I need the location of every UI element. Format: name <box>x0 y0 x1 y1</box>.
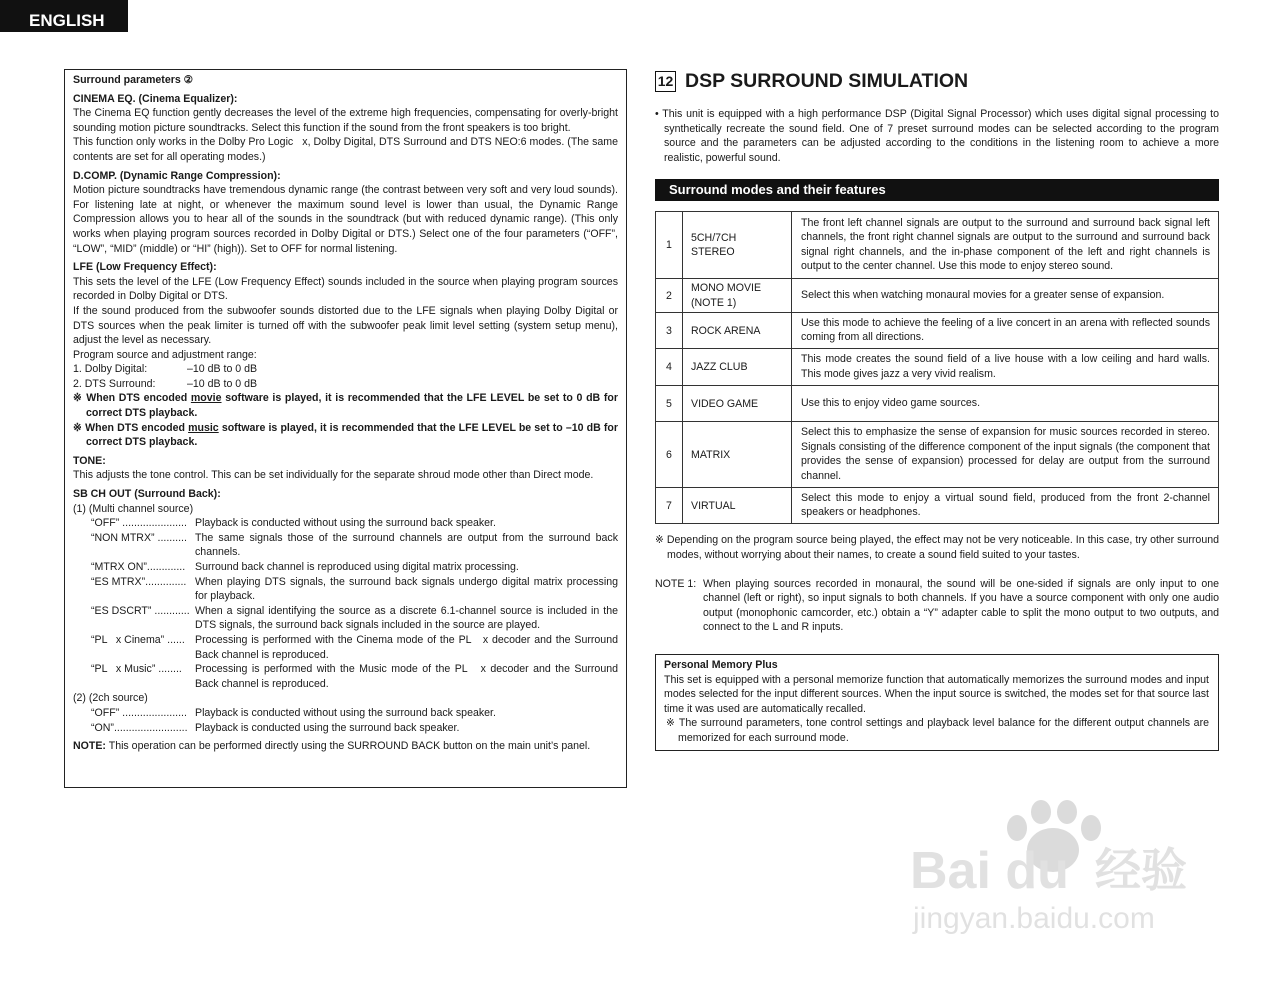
mode-name: JAZZ CLUB <box>683 349 792 386</box>
lfe-heading: LFE (Low Frequency Effect): <box>73 261 217 274</box>
mode-name: VIRTUAL <box>683 488 792 524</box>
language-tab: ENGLISH <box>0 0 128 32</box>
tone-heading: TONE: <box>73 454 106 467</box>
section-heading: DSP SURROUND SIMULATION <box>685 69 969 92</box>
mode-name: 5CH/7CH STEREO <box>683 212 792 279</box>
pmp-note: ※ The surround parameters, tone control settings and playback level balance for the different output channels are memorized for each surround mode. <box>666 717 1209 744</box>
section-title <box>655 69 1219 93</box>
lfe-range-row: 1. Dolby Digital: –10 dB to 0 dB <box>73 363 258 376</box>
intro-paragraph: • This unit is equipped with a high performance DSP (Digital Signal Processor) which uses digital signal processing to synthetically recreate the sound field. One of 7 preset surround modes can be selected according to the program source and the parameters can be adjusted according to the conditions in the listening room to achieve a more realistic, powerful sound. <box>655 108 1219 164</box>
pmp-text: This set is equipped with a personal memorize function that automatically memorizes the surround modes and input modes selected for the input different sources. When the input source is switched, the modes set for that source last time it was used are automatically recalled. <box>664 673 1209 715</box>
box-title: Surround parameters ② <box>73 74 194 86</box>
cinema-eq-heading: CINEMA EQ. (Cinema Equalizer): <box>73 92 238 105</box>
sbch-option: “PL x Cinema” ...... Processing is performed with the Cinema mode of the PL x decoder and the Surround Back channel is reproduced. <box>91 633 618 661</box>
sbch-option: “OFF” ...................... Playback is conducted without using the surround back speaker. <box>91 517 496 530</box>
modes-table <box>655 211 1219 524</box>
cinema-eq-text-2: This function only works in the Dolby Pro Logic x, Dolby Digital, DTS Surround and DTS NEO:6 modes. (The same contents are set for all operating modes.) <box>73 136 618 163</box>
lfe-range-label: Program source and adjustment range: <box>73 348 257 361</box>
svg-text:jingyan.baidu.com: jingyan.baidu.com <box>913 902 1155 935</box>
table-row: 1 5CH/7CH STEREO The front left channel signals are output to the surround and surround back signal left channels, the front right channel signals are output to the surround and surround back signal right channels, and the in-phase component of the left and right channels is output to the center channel. Use this mode to enjoy stereo sound. <box>656 212 1219 279</box>
surround-parameters-box <box>64 69 627 788</box>
lfe-music-note: ※ When DTS encoded music software is played, it is recommended that the LFE LEVEL be set to –10 dB for correct DTS playback. <box>73 421 618 449</box>
table-row: 4 JAZZ CLUB This mode creates the sound field of a live house with a low ceiling and hard walls. This mode gives jazz a very vivid realism. <box>656 349 1219 386</box>
modes-band-title: Surround modes and their features <box>655 179 1219 201</box>
lfe-text-2: If the sound produced from the subwoofer sounds distorted due to the LFE signals when playing Dolby Digital or DTS sources when the peak limiter is turned off with the subwoofer peak limit level setting (system setup menu), adjust the level as necessary. <box>73 304 618 347</box>
sbch-option: “ON”......................... Playback is conducted using the surround back speaker. <box>91 721 460 734</box>
sbch-option: “NON MTRX” .......... The same signals those of the surround channels are output from the surround back channels. <box>91 531 618 559</box>
mode-name: ROCK ARENA <box>683 313 792 349</box>
lfe-range-row: 2. DTS Surround: –10 dB to 0 dB <box>73 377 258 390</box>
table-row: 6 MATRIX Select this to emphasize the sense of expansion for music sources recorded in stereo. Signals consisting of the difference component of the input signals (the component that provides the sense of expansion) processed for delay are output from the surround channel. <box>656 422 1219 488</box>
pmp-heading: Personal Memory Plus <box>664 658 778 671</box>
svg-text:经验: 经验 <box>1095 843 1187 897</box>
lfe-text: This sets the level of the LFE (Low Frequency Effect) sounds included in the source when playing program sources recorded in Dolby Digital or DTS. <box>73 275 618 303</box>
sbch-option: “PL x Music” ........ Processing is performed with the Music mode of the PL x decoder and the Surround Back channel is reproduced. <box>91 663 618 690</box>
sbch-option: “ES DSCRT” ............ When a signal identifying the source as a discrete 6.1-channel source is included in the DTS signals, the surround back signals included in the source are played. <box>91 604 618 632</box>
sbch-option: “ES MTRX”.............. When playing DTS signals, the surround back signals undergo digital matrix processing for playback. <box>91 575 618 603</box>
svg-text:Bai du: Bai du <box>910 842 1069 900</box>
personal-memory-plus-box <box>655 654 1219 751</box>
sbch-2ch-label: (2) (2ch source) <box>73 692 148 705</box>
table-row: 5 VIDEO GAME Use this to enjoy video game sources. <box>656 386 1219 422</box>
note-1: NOTE 1: When playing sources recorded in monaural, the sound will be one-sided if signals are only input to one channel (left or right), so input signals to both channels. If you have a source component with only one audio output (monophonic camcorder, etc.) obtain a “Y” adapter cable to split the mono output to two outputs, and connect to the L and R inputs. <box>655 577 1219 634</box>
dcomp-text: Motion picture soundtracks have tremendous dynamic range (the contrast between very soft and very loud sounds). For listening late at night, or whenever the maximum sound level is lower than usual, the Dynamic Range Compression allows you to hear all of the sounds in the soundtrack (but with reduced dynamic range). (This only works when playing program sources recorded in Dolby Digital or DTS.) Select one of the four parameters (“OFF”, “LOW”, “MID” (middle) or “HI” (high)). Set to OFF for normal listening. <box>73 184 618 255</box>
section-number: 12 <box>655 71 676 92</box>
effect-footnote: ※ Depending on the program source being played, the effect may not be very noticeable. In this case, try other surround modes, without worrying about their names, to create a sound field suited to your tastes. <box>655 534 1219 561</box>
table-row: 2 MONO MOVIE (NOTE 1) Select this when watching monaural movies for a greater sense of expansion. <box>656 279 1219 313</box>
lfe-movie-note: ※ When DTS encoded movie software is played, it is recommended that the LFE LEVEL be set to 0 dB for correct DTS playback. <box>73 392 618 420</box>
sbch-option: “MTRX ON”............. Surround back channel is reproduced using digital matrix processing. <box>91 561 519 573</box>
table-row: 7 VIRTUAL Select this mode to enjoy a virtual sound field, produced from the front 2-channel speakers or headphones. <box>656 488 1219 524</box>
baidu-jingyan-watermark <box>905 800 1225 940</box>
dsp-section <box>655 69 1219 751</box>
tone-text: This adjusts the tone control. This can be set individually for the separate shroud mode other than Direct mode. <box>73 469 594 482</box>
mode-name: VIDEO GAME <box>683 386 792 422</box>
mode-name: MONO MOVIE (NOTE 1) <box>683 279 792 313</box>
dcomp-heading: D.COMP. (Dynamic Range Compression): <box>73 169 281 182</box>
table-row: 3 ROCK ARENA Use this mode to achieve the feeling of a live concert in an arena with reflected sounds coming from all directions. <box>656 313 1219 349</box>
cinema-eq-text: The Cinema EQ function gently decreases the level of the extreme high frequencies, compensating for overly-bright sounding motion picture soundtracks. Select this function if the sound from the front speakers is too bright. <box>73 107 618 134</box>
sbch-heading: SB CH OUT (Surround Back): <box>73 488 221 501</box>
sbch-note: NOTE: This operation can be performed directly using the SURROUND BACK button on the main unit’s panel. <box>73 740 591 753</box>
sbch-option: “OFF” ...................... Playback is conducted without using the surround back speaker. <box>91 706 496 719</box>
sbch-multi-label: (1) (Multi channel source) <box>73 502 194 515</box>
mode-name: MATRIX <box>683 422 792 488</box>
